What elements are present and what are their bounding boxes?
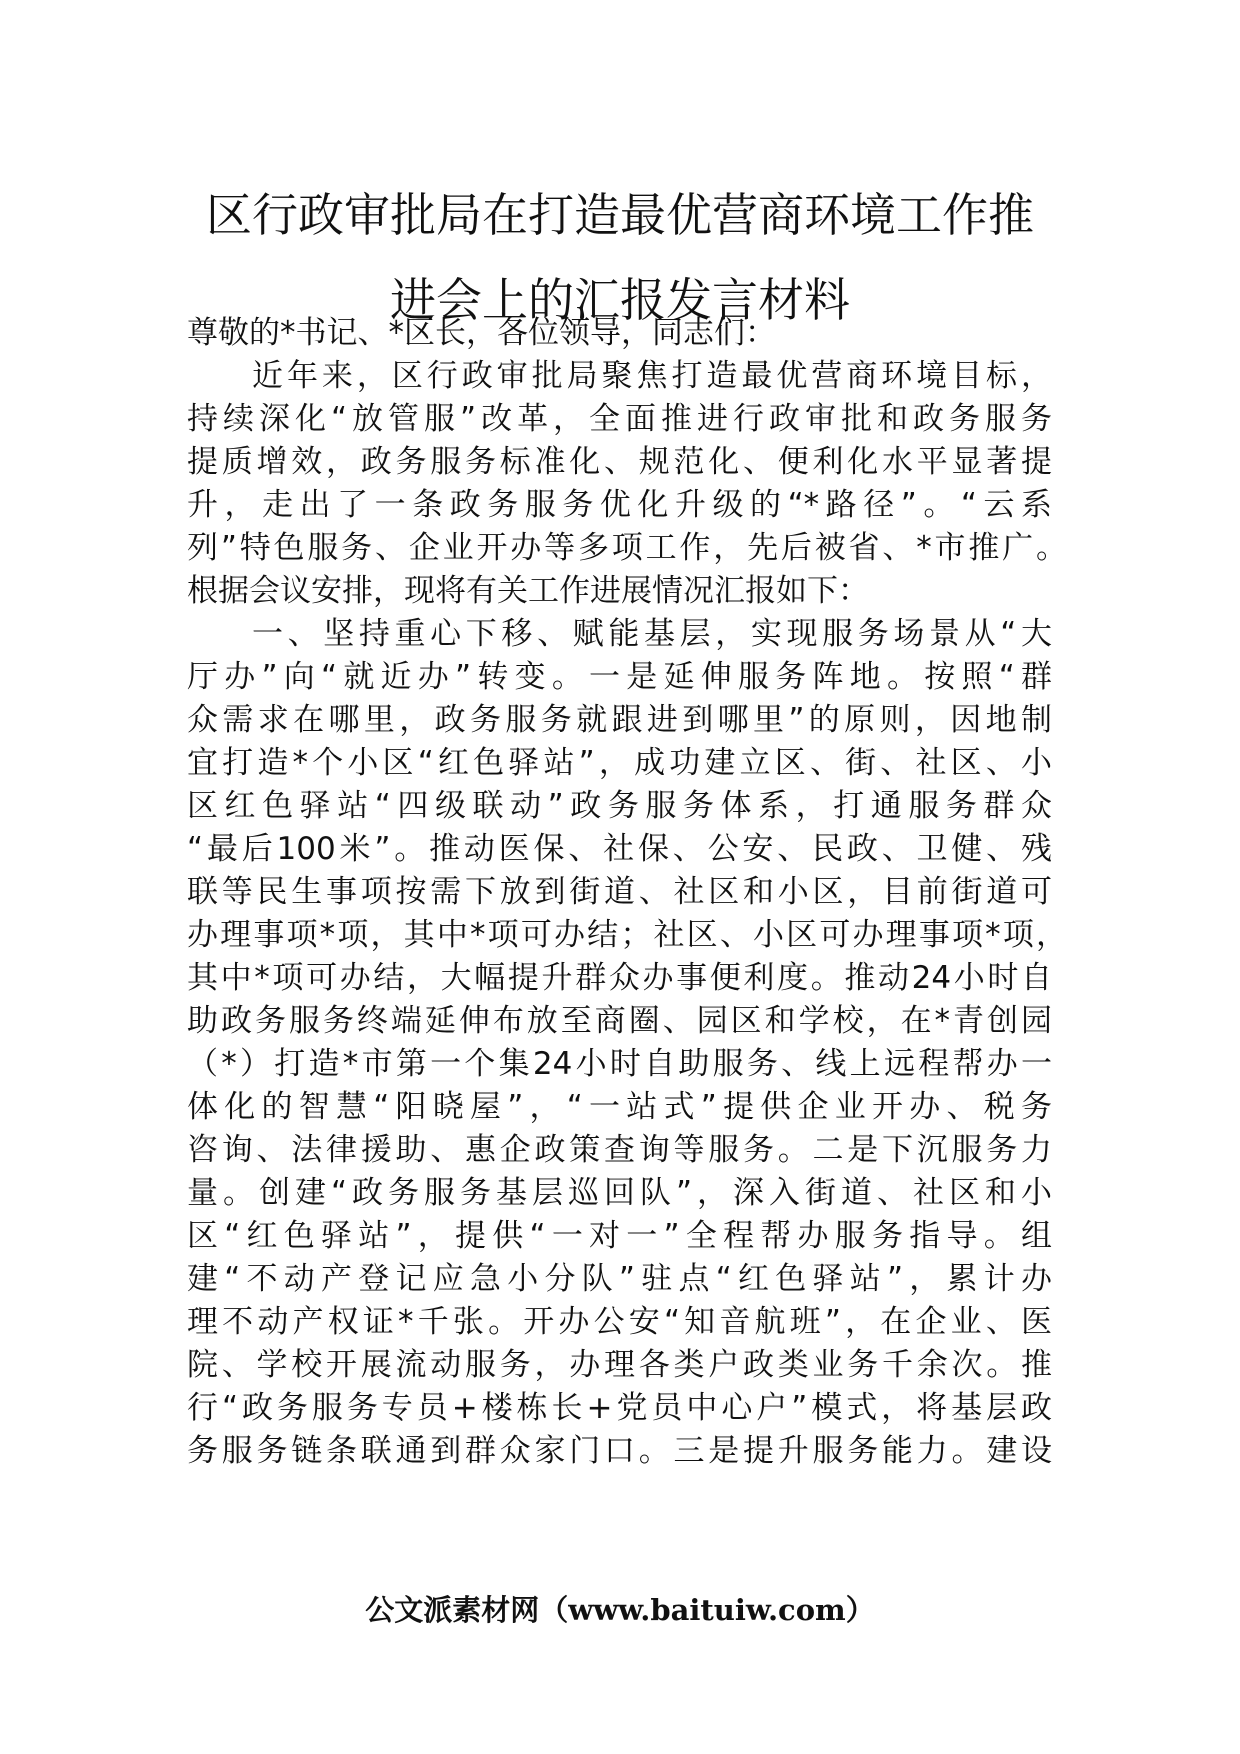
paragraph-line: 体化的智慧“阳晓屋”，“一站式”提供企业开办、税务: [187, 1089, 1052, 1125]
paragraph-line: 助政务服务终端延伸布放至商圈、园区和学校，在*青创园: [187, 1003, 1052, 1039]
paragraph-line: 区红色驿站“四级联动”政务服务体系，打通服务群众: [187, 788, 1052, 824]
paragraph-line: 院、学校开展流动服务，办理各类户政类业务千余次。推: [187, 1347, 1052, 1383]
paragraph-line: 建“不动产登记应急小分队”驻点“红色驿站”，累计办: [187, 1261, 1052, 1297]
paragraph-line: 近年来，区行政审批局聚焦打造最优营商环境目标，: [252, 358, 1052, 394]
document-title-line-2: 进会上的汇报发言材料: [390, 273, 850, 327]
paragraph-line: 升，走出了一条政务服务优化升级的“*路径”。“云系: [187, 487, 1052, 523]
paragraph-line: 宜打造*个小区“红色驿站”，成功建立区、街、社区、小: [187, 745, 1052, 781]
paragraph-line: 众需求在哪里，政务服务就跟进到哪里”的原则，因地制: [187, 702, 1052, 738]
paragraph-line: 根据会议安排，现将有关工作进展情况汇报如下：: [187, 573, 869, 609]
salutation: 尊敬的*书记、*区长，各位领导，同志们：: [187, 315, 776, 351]
paragraph-line: 区“红色驿站”，提供“一对一”全程帮办服务指导。组: [187, 1218, 1052, 1254]
paragraph-line: （*）打造*市第一个集24小时自助服务、线上远程帮办一: [187, 1046, 1052, 1082]
paragraph-line: 办理事项*项，其中*项可办结；社区、小区可办理事项*项，: [187, 917, 1067, 953]
paragraph-line: 理不动产权证*千张。开办公安“知音航班”，在企业、医: [187, 1304, 1052, 1340]
paragraph-line: 提质增效，政务服务标准化、规范化、便利化水平显著提: [187, 444, 1052, 480]
paragraph-line: “最后100米”。推动医保、社保、公安、民政、卫健、残: [187, 831, 1052, 867]
document-title-line-1: 区行政审批局在打造最优营商环境工作推: [206, 188, 1034, 242]
paragraph-line: 量。创建“政务服务基层巡回队”，深入街道、社区和小: [187, 1175, 1052, 1211]
paragraph-line: 咨询、法律援助、惠企政策查询等服务。二是下沉服务力: [187, 1132, 1052, 1168]
paragraph-line: 一、坚持重心下移、赋能基层，实现服务场景从“大: [252, 616, 1052, 652]
paragraph-line: 其中*项可办结，大幅提升群众办事便利度。推动24小时自: [187, 960, 1052, 996]
paragraph-line: 行“政务服务专员+楼栋长+党员中心户”模式，将基层政: [187, 1390, 1052, 1426]
paragraph-line: 持续深化“放管服”改革，全面推进行政审批和政务服务: [187, 401, 1052, 437]
paragraph-line: 厅办”向“就近办”转变。一是延伸服务阵地。按照“群: [187, 659, 1052, 695]
paragraph-line: 列”特色服务、企业开办等多项工作，先后被省、*市推广。: [187, 530, 1067, 566]
footer-watermark-text: 公文派素材网（www.baituiw.com）: [365, 1593, 875, 1627]
paragraph-line: 联等民生事项按需下放到街道、社区和小区，目前街道可: [187, 874, 1052, 910]
paragraph-line: 务服务链条联通到群众家门口。三是提升服务能力。建设: [187, 1433, 1052, 1469]
